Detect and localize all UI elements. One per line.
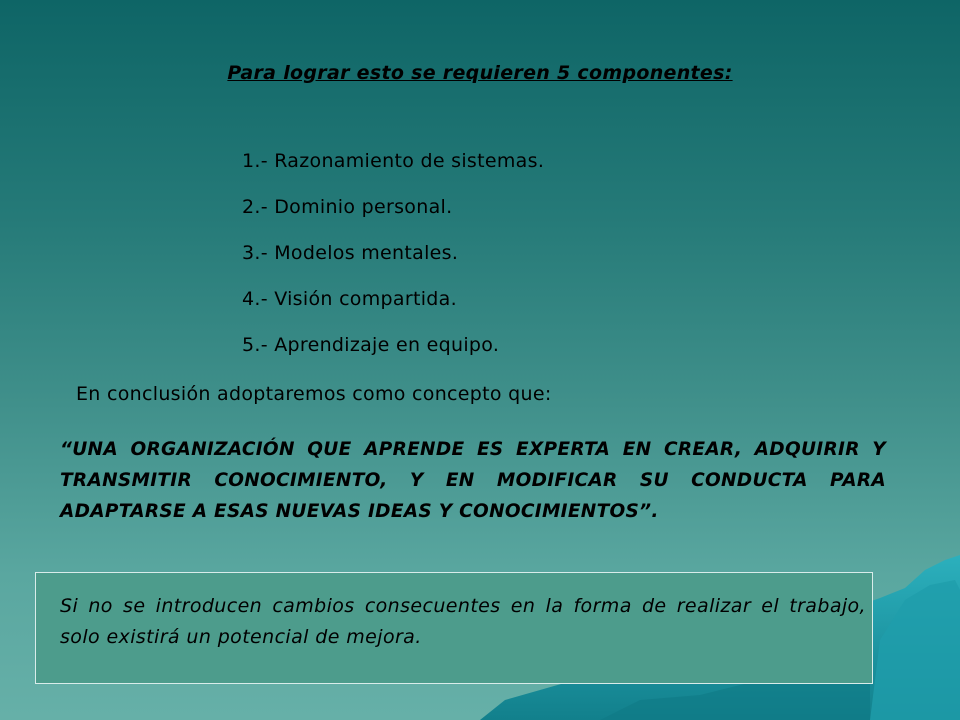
note-box [35, 572, 873, 684]
list-item: 3.- Modelos mentales. [242, 242, 459, 264]
list-item: 5.- Aprendizaje en equipo. [242, 334, 500, 356]
slide-title: Para lograr esto se requieren 5 componentes: [227, 62, 733, 84]
list-item: 1.- Razonamiento de sistemas. [242, 150, 545, 172]
definition-quote: “UNA ORGANIZACIÓN QUE APRENDE ES EXPERTA EN CREAR, ADQUIRIR Y TRANSMITIR CONOCIMIENTO, Y EN MODIFICAR SU CONDUCTA PARA ADAPTARSE A ESAS NUEVAS IDEAS Y CONOCIMIENTOS”. [60, 439, 886, 522]
list-item: 2.- Dominio personal. [242, 196, 453, 218]
conclusion-text: En conclusión adoptaremos como concepto que: [76, 383, 552, 405]
note-text: Si no se introducen cambios consecuentes en la forma de realizar el trabajo, solo existirá un potencial de mejora. [60, 595, 866, 648]
list-item: 4.- Visión compartida. [242, 288, 457, 310]
components-list [242, 146, 544, 376]
